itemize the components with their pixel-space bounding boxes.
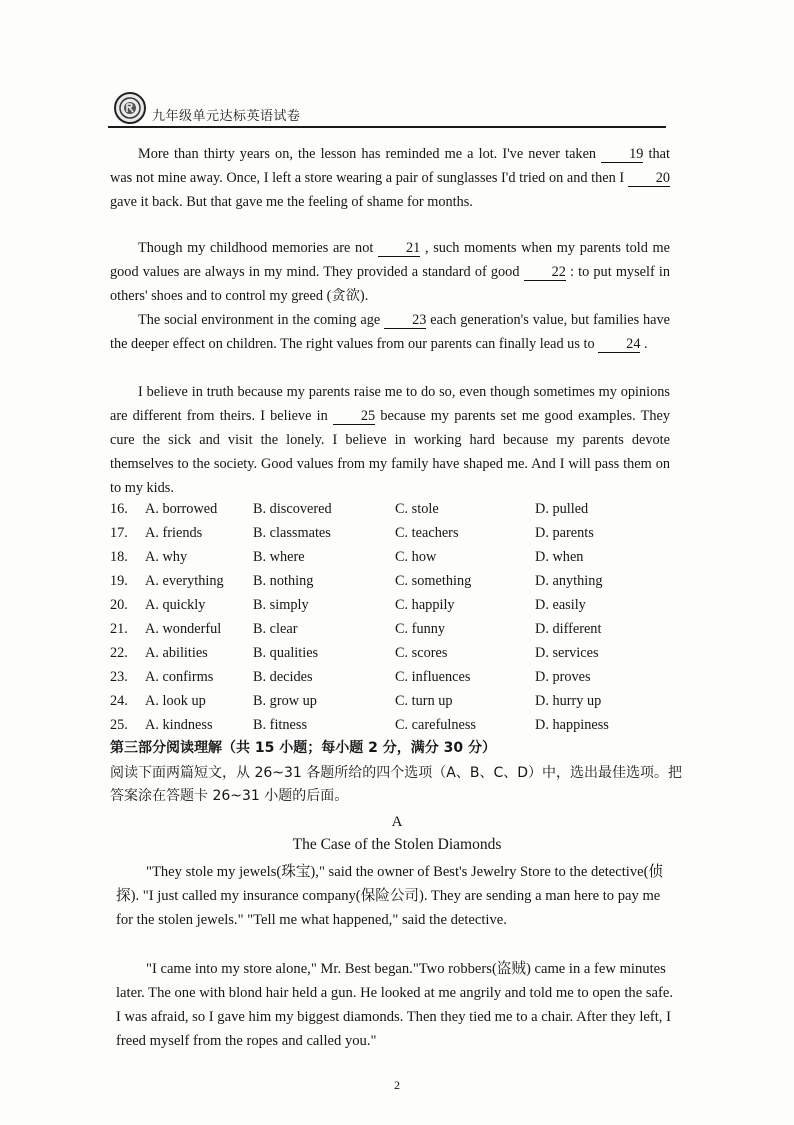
option-row xyxy=(110,593,680,617)
option-d: D. when xyxy=(535,549,584,565)
cloze-paragraph-1 xyxy=(110,142,670,214)
option-row xyxy=(110,521,680,545)
cloze-paragraph-2 xyxy=(110,236,670,308)
blank-23: 23 xyxy=(384,312,426,329)
text: More than thirty years on, the lesson has reminded me a lot. I've never taken xyxy=(138,146,597,162)
question-number: 22. xyxy=(110,645,128,661)
story-paragraph-1: "They stole my jewels(珠宝)," said the owner of Best's Jewelry Store to the detective(侦探). "I just called my insurance company(保险公司). They are sending a man here to pay me for the stolen jewels." "Tell me what happened," said the detective. xyxy=(116,864,664,928)
option-a: A. everything xyxy=(145,573,224,589)
option-b: B. decides xyxy=(253,669,313,685)
question-number: 19. xyxy=(110,573,128,589)
question-number: 21. xyxy=(110,621,128,637)
option-c: C. happily xyxy=(395,597,455,613)
cloze-paragraph-4 xyxy=(110,380,670,500)
option-c: C. carefulness xyxy=(395,717,476,733)
text: , such moments when my parents told me good values are always in my mind. They provided a standard of good xyxy=(110,240,671,280)
option-d: D. pulled xyxy=(535,501,589,517)
option-c: C. stole xyxy=(395,501,439,517)
option-c: C. funny xyxy=(395,621,446,637)
blank-25: 25 xyxy=(333,408,375,425)
question-number: 16. xyxy=(110,501,128,517)
text: each generation's value, but families have the deeper effect on children. The right values from our parents can finally lead us to xyxy=(110,312,670,352)
passage-label: A xyxy=(391,814,403,830)
option-c: C. influences xyxy=(395,669,471,685)
blank-20: 20 xyxy=(628,170,670,187)
blank-24: 24 xyxy=(598,336,640,353)
question-number: 18. xyxy=(110,549,128,565)
text: that was not mine away. Once, I left a store wearing a pair of sunglasses I'd tried on and then I xyxy=(110,146,670,186)
text: The social environment in the coming age xyxy=(138,312,381,328)
option-d: D. proves xyxy=(535,669,591,685)
option-d: D. easily xyxy=(535,597,586,613)
blank-21: 21 xyxy=(378,240,420,257)
option-d: D. different xyxy=(535,621,602,637)
text: . xyxy=(644,336,648,352)
header-title: 九年级单元达标英语试卷 xyxy=(152,109,301,124)
option-c: C. teachers xyxy=(395,525,459,541)
page-number: 2 xyxy=(394,1078,400,1092)
section-instructions: 阅读下面两篇短文，从 26~31 各题所给的四个选项（A、B、C、D）中，选出最佳选项。把答案涂在答题卡 26~31 小题的后面。 xyxy=(110,765,682,804)
options-list xyxy=(110,497,680,737)
text: Though my childhood memories are not xyxy=(138,240,374,256)
option-a: A. borrowed xyxy=(145,501,218,517)
option-c: C. scores xyxy=(395,645,448,661)
option-d: D. happiness xyxy=(535,717,609,733)
cloze-paragraph-3 xyxy=(110,308,670,356)
option-row xyxy=(110,569,680,593)
text: gave it back. But that gave me the feeling of shame for months. xyxy=(110,194,473,210)
option-d: D. services xyxy=(535,645,599,661)
option-b: B. where xyxy=(253,549,305,565)
story-paragraph-2: "I came into my store alone," Mr. Best began."Two robbers(盗贼) came in a few minutes later. The one with blond hair held a gun. He looked at me angrily and told me to open the safe. I was afraid, so I gave him my biggest diamonds. Then they tied me to a chair. After they left, I freed myself from the ropes and called you." xyxy=(116,961,673,1049)
passage-title: The Case of the Stolen Diamonds xyxy=(292,836,502,853)
option-a: A. confirms xyxy=(145,669,214,685)
question-number: 24. xyxy=(110,693,128,709)
option-a: A. why xyxy=(145,549,188,565)
option-a: A. wonderful xyxy=(145,621,222,637)
option-a: A. quickly xyxy=(145,597,206,613)
question-number: 23. xyxy=(110,669,128,685)
option-a: A. friends xyxy=(145,525,203,541)
page-header xyxy=(108,92,666,128)
option-c: C. how xyxy=(395,549,437,565)
option-c: C. turn up xyxy=(395,693,453,709)
option-b: B. qualities xyxy=(253,645,319,661)
blank-19: 19 xyxy=(601,146,643,163)
option-row xyxy=(110,641,680,665)
option-b: B. classmates xyxy=(253,525,331,541)
option-row xyxy=(110,713,680,737)
option-d: D. anything xyxy=(535,573,603,589)
text: because my parents set me good examples. They cure the sick and visit the lonely. I believe in working hard because my parents devote themselves to the society. Good values from my family have shaped me. And I will pass them on to my kids. xyxy=(110,408,670,496)
question-number: 17. xyxy=(110,525,128,541)
option-a: A. kindness xyxy=(145,717,213,733)
option-d: D. parents xyxy=(535,525,594,541)
option-row xyxy=(110,617,680,641)
option-row xyxy=(110,497,680,521)
question-number: 20. xyxy=(110,597,128,613)
question-number: 25. xyxy=(110,717,128,733)
option-row xyxy=(110,665,680,689)
option-b: B. clear xyxy=(253,621,298,637)
option-row xyxy=(110,689,680,713)
text: I believe in truth because my parents raise me to do so, even though sometimes my opinions are different from theirs. I believe in xyxy=(110,384,670,424)
option-row xyxy=(110,545,680,569)
school-logo-icon xyxy=(114,92,146,124)
option-a: A. look up xyxy=(145,693,206,709)
text: : to put myself in others' shoes and to control my greed (贪欲). xyxy=(110,264,670,304)
option-c: C. something xyxy=(395,573,472,589)
section-title: 第三部分阅读理解（共 15 小题；每小题 2 分，满分 30 分） xyxy=(110,740,496,756)
blank-22: 22 xyxy=(524,264,566,281)
option-b: B. grow up xyxy=(253,693,317,709)
option-b: B. simply xyxy=(253,597,309,613)
option-b: B. nothing xyxy=(253,573,314,589)
option-b: B. discovered xyxy=(253,501,332,517)
option-b: B. fitness xyxy=(253,717,308,733)
option-a: A. abilities xyxy=(145,645,208,661)
option-d: D. hurry up xyxy=(535,693,602,709)
